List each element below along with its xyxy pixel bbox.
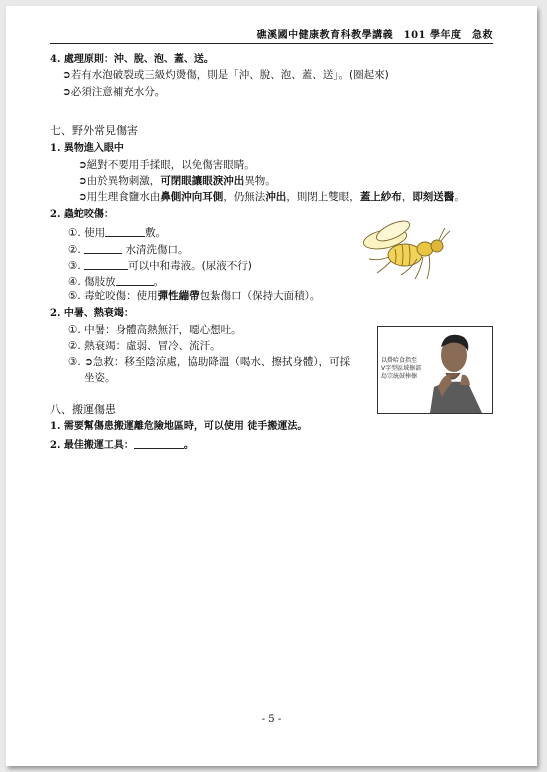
eye-foreign-body-title: 1. 異物進入眼中 [50, 143, 124, 154]
fill-blank [134, 437, 184, 449]
bite-title: 2. 蟲蛇咬傷： [50, 209, 114, 220]
fill-blank [116, 274, 154, 286]
bite-item-2: ②. 水清洗傷口。 [68, 244, 189, 256]
bee-illustration [355, 213, 451, 285]
photo-caption: 以掛哈食指至 V字型區域擦部 島宗統鼓棒擦 [381, 357, 422, 380]
page-header: 礁溪國中健康教育科教學講義 101 學年度 急救 [256, 30, 493, 41]
transport-line-1: 1. 需要幫傷患搬運離危險地區時，可以使用 徒手搬運法。 [50, 421, 308, 432]
heat-item-3-cont: 坐姿。 [84, 372, 116, 384]
heat-item-2: ②. 熱衰竭：虛弱、冒冷、流汗。 [68, 340, 221, 352]
header-rule [50, 43, 493, 44]
bite-item-1: ①. 使用 敷。 [68, 227, 167, 239]
page-number: - 5 - [261, 714, 282, 725]
treatment-line-2: ➲必須注意補充水分。 [62, 86, 166, 98]
treatment-principle-title: 4. 處理原則：沖、脫、泡、蓋、送。 [50, 54, 214, 65]
treatment-line-1: ➲若有水泡破裂或三級灼燙傷，則是「沖、脫、泡、蓋、送」。(圈起來) [62, 69, 389, 81]
eye-line-1: ➲絕對不要用手揉眼，以免傷害眼睛。 [78, 159, 255, 171]
eye-line-2: ➲由於異物刺激，可閉眼讓眼淚沖出異物。 [78, 175, 276, 187]
fill-blank [84, 258, 128, 270]
fill-blank [105, 225, 145, 237]
fill-blank [84, 242, 122, 254]
heatstroke-title: 2. 中暑、熱衰竭： [50, 308, 134, 319]
choking-photo [377, 326, 493, 414]
section-eight-title: 八、搬運傷患 [50, 403, 116, 416]
heat-item-1: ①. 中暑：身體高熱無汗，噁心想吐。 [68, 324, 242, 336]
bite-item-3: ③. 可以中和毒液。(尿液不行) [68, 260, 252, 272]
heat-item-3: ③. ➲急救：移至陰涼處，協助降溫（喝水、擦拭身體），可採 [68, 356, 351, 368]
bite-item-4: ④. 傷肢放 。 [68, 276, 165, 288]
section-seven-title: 七、野外常見傷害 [50, 124, 138, 137]
bite-item-5: ⑤. 毒蛇咬傷：使用彈性繃帶包紮傷口（保持大面積）。 [68, 290, 321, 302]
document-page [6, 6, 537, 766]
eye-line-3: ➲用生理食鹽水由鼻側沖向耳側，仍無法沖出，則閉上雙眼，蓋上紗布，即刻送醫。 [78, 191, 465, 203]
transport-line-2: 2. 最佳搬運工具： 。 [50, 437, 194, 452]
